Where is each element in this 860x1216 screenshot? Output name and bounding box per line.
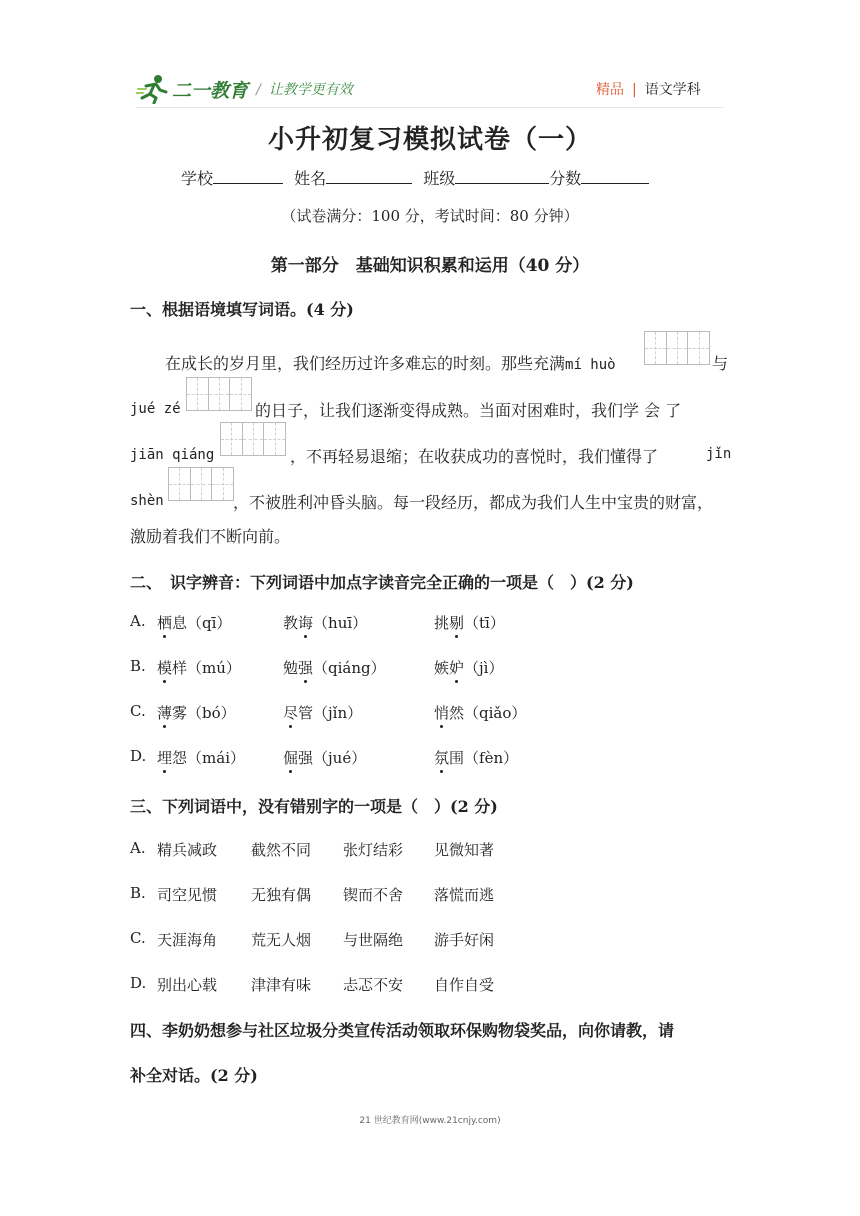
score-blank[interactable] [581, 167, 649, 184]
header-subject: 精品 | 语文学科 [596, 82, 701, 98]
q1-line-3 [130, 444, 214, 463]
pinyin-jueze: jué zé [130, 401, 181, 417]
q2-option-c[interactable]: C. 薄雾（bó） 尽管（jǐn） 悄然（qiǎo） [130, 702, 527, 722]
q1-line-1: 在成长的岁月里，我们经历过许多难忘的时刻。那些充满mí huò [165, 354, 616, 373]
q2-option-b[interactable]: B. 模样（mú） 勉强（qiáng） 嫉妒（jì） [130, 657, 504, 677]
pinyin-jinshen-b: shèn [130, 493, 164, 509]
name-label: 姓名 [294, 169, 327, 188]
exam-note: （试卷满分：100 分，考试时间：80 分钟） [281, 207, 579, 225]
part-heading: 第一部分 基础知识积累和运用（40 分） [270, 256, 590, 276]
class-label: 班级 [423, 169, 456, 188]
premium-badge: 精品 [596, 82, 624, 98]
answer-grid-jueze[interactable] [186, 377, 252, 411]
slogan: / 让教学更有效 [256, 82, 353, 98]
answer-grid-jianqiang[interactable] [220, 422, 286, 456]
pinyin-mihuo: mí huò [565, 357, 616, 373]
answer-grid-jinshen[interactable] [168, 467, 234, 501]
q3-option-d[interactable]: D. 别出心载 津津有味 忐忑不安 自作自受 [130, 974, 495, 994]
page-title: 小升初复习模拟试卷（一） [267, 125, 592, 155]
q2-option-a[interactable]: A. 栖息（qī） 教诲（huī） 挑剔（tī） [130, 612, 505, 632]
pinyin-jianqiang: jiān qiáng [130, 447, 215, 463]
question-1-heading: 一、根据语境填写词语。(4 分) [130, 300, 354, 319]
q3-option-b[interactable]: B. 司空见惯 无独有偶 锲而不舍 落慌而逃 [130, 884, 495, 904]
school-label: 学校 [181, 169, 214, 188]
subject-label: 语文学科 [644, 82, 701, 98]
q3-option-a[interactable]: A. 精兵减政 截然不同 张灯结彩 见微知著 [130, 839, 495, 859]
q1-line-4-text: ，不被胜利冲昏头脑。每一段经历，都成为我们人生中宝贵的财富， [233, 493, 714, 512]
q1-line-3-text: ，不再轻易退缩；在收获成功的喜悦时，我们懂得了 [290, 447, 659, 466]
q1-line-5: 激励着我们不断向前。 [130, 527, 291, 546]
q1-line-2 [130, 398, 181, 417]
class-blank[interactable] [455, 167, 549, 184]
header-divider [136, 107, 724, 108]
student-info-line [181, 166, 649, 189]
question-2-heading: 二、 识字辨音：下列词语中加点字读音完全正确的一项是（ ）(2 分) [130, 573, 634, 592]
q1-line-2-text: 的日子，让我们逐渐变得成熟。当面对困难时，我们学 会 了 [255, 401, 682, 420]
answer-grid-mihuo[interactable] [644, 331, 710, 365]
question-4-heading-line-1: 四、李奶奶想参与社区垃圾分类宣传活动领取环保购物袋奖品，向你请教，请 [130, 1021, 675, 1040]
q1-line-1-end: 与 [712, 354, 729, 373]
page-footer: 21 世纪教育网(www.21cnjy.com) [359, 1116, 501, 1126]
logo-text: 二一教育 [172, 80, 249, 102]
pinyin-jinshen-a: jǐn [706, 446, 732, 462]
brand-logo [136, 74, 249, 104]
question-3-heading: 三、下列词语中，没有错别字的一项是（ ）(2 分) [130, 797, 498, 816]
name-blank[interactable] [326, 167, 412, 184]
q2-option-d[interactable]: D. 埋怨（mái） 倔强（jué） 氛围（fèn） [130, 747, 519, 767]
score-label: 分数 [549, 169, 582, 188]
question-4-heading-line-2: 补全对话。(2 分) [130, 1066, 258, 1085]
q3-option-c[interactable]: C. 天涯海角 荒无人烟 与世隔绝 游手好闲 [130, 929, 495, 949]
runner-icon [136, 74, 170, 104]
q1-line-4 [130, 490, 164, 509]
school-blank[interactable] [213, 167, 283, 184]
